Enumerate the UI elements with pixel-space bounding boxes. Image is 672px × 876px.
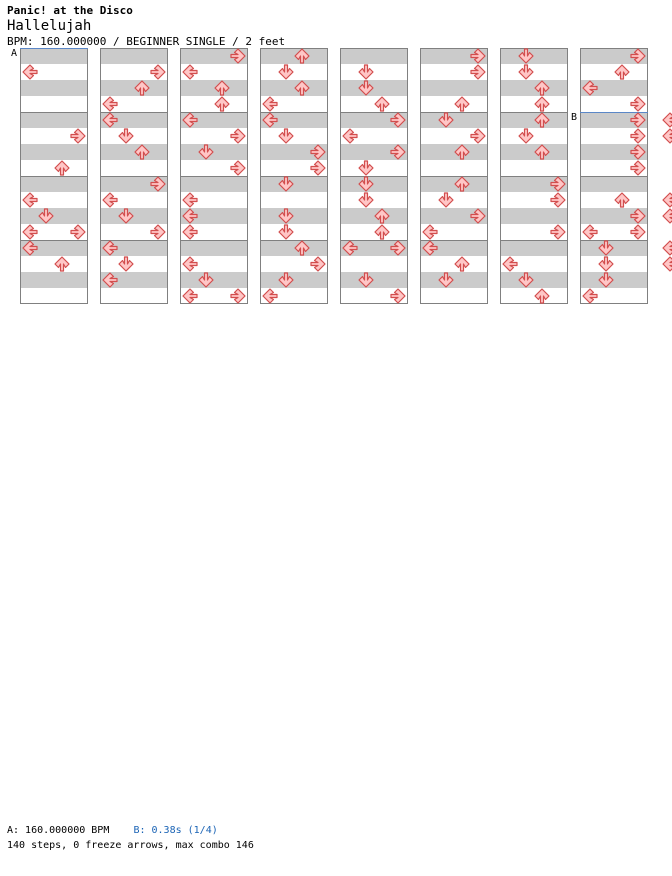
beat-stripe (260, 272, 328, 288)
beat-stripe (260, 48, 328, 64)
beat-stripe (340, 208, 408, 224)
beat-stripe (580, 176, 648, 192)
beat-stripe (100, 48, 168, 64)
bpm-b-label: B: 0.38s (1/4) (133, 825, 218, 836)
chart-column (20, 48, 88, 304)
beat-stripe (180, 144, 248, 160)
beat-stripe (260, 176, 328, 192)
arrow-left-icon (663, 129, 672, 143)
beat-stripe (20, 80, 88, 96)
chart-column (340, 48, 408, 304)
beat-stripe (340, 272, 408, 288)
beat-stripe (180, 80, 248, 96)
beat-stripe (100, 80, 168, 96)
arrow-left-icon (663, 257, 672, 271)
beat-stripe (340, 80, 408, 96)
bpm-marker-label: B (571, 112, 578, 123)
step-stats: 140 steps, 0 freeze arrows, max combo 146 (7, 840, 254, 851)
beat-stripe (180, 272, 248, 288)
beat-stripe (20, 48, 88, 64)
chart-column (100, 48, 168, 304)
beat-stripe (260, 240, 328, 256)
beat-stripe (500, 112, 568, 128)
beat-stripe (260, 80, 328, 96)
beat-stripe (420, 176, 488, 192)
arrow-left-icon (663, 193, 672, 207)
chart-info: BPM: 160.000000 / BEGINNER SINGLE / 2 feet (7, 35, 286, 48)
beat-stripe (420, 272, 488, 288)
beat-stripe (500, 240, 568, 256)
bpm-legend (7, 825, 218, 836)
beat-stripe (580, 240, 648, 256)
arrow-left-icon (663, 209, 672, 223)
beat-stripe (420, 112, 488, 128)
beat-stripe (500, 272, 568, 288)
beat-stripe (580, 272, 648, 288)
beat-stripe (20, 144, 88, 160)
chart-column (420, 48, 488, 304)
beat-stripe (420, 80, 488, 96)
beat-stripe (500, 80, 568, 96)
arrow-left-icon (663, 241, 672, 255)
beat-stripe (100, 208, 168, 224)
beat-stripe (20, 272, 88, 288)
beat-stripe (500, 48, 568, 64)
beat-stripe (500, 208, 568, 224)
song-title: Hallelujah (7, 18, 92, 34)
beat-stripe (500, 144, 568, 160)
beat-stripe (340, 48, 408, 64)
arrow-left-icon (663, 113, 672, 127)
beat-stripe (260, 208, 328, 224)
beat-stripe (20, 176, 88, 192)
song-artist: Panic! at the Disco (7, 4, 133, 17)
bpm-a-label: A: 160.000000 BPM (7, 825, 110, 836)
beat-stripe (420, 144, 488, 160)
beat-stripe (20, 112, 88, 128)
bpm-marker-label: A (11, 48, 18, 59)
beat-stripe (20, 208, 88, 224)
beat-stripe (340, 176, 408, 192)
beat-stripe (180, 240, 248, 256)
beat-stripe (180, 176, 248, 192)
beat-stripe (100, 144, 168, 160)
